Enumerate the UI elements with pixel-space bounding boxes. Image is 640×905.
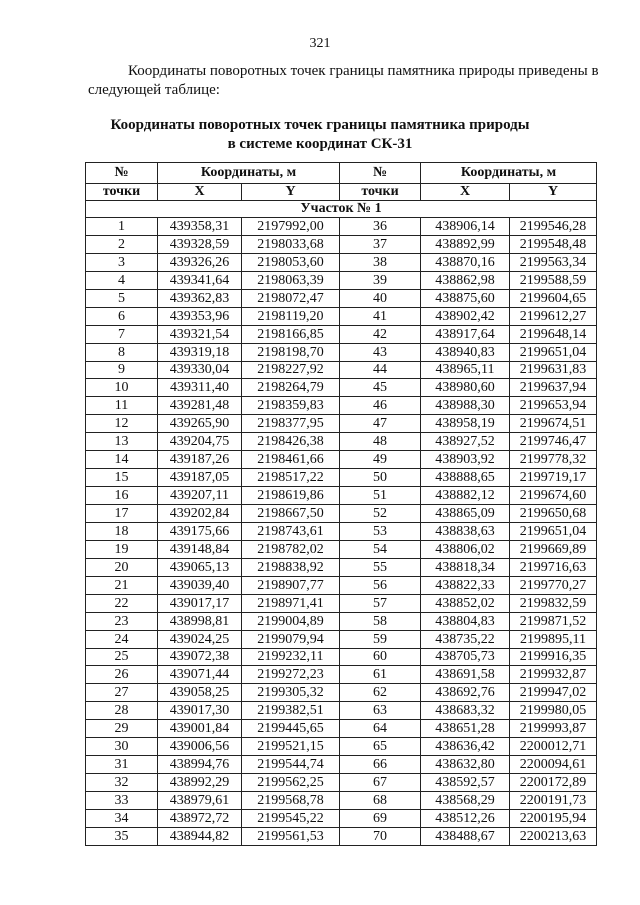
- y-left-cell: 2199445,65: [242, 720, 340, 738]
- y-left-cell: 2198033,68: [242, 235, 340, 253]
- x-left-cell: 438944,82: [158, 827, 242, 845]
- x-left-cell: 439362,83: [158, 289, 242, 307]
- y-right-cell: 2199932,87: [510, 666, 597, 684]
- point-no-left-cell: 8: [86, 343, 158, 361]
- point-no-right-cell: 50: [340, 469, 421, 487]
- table-row: [86, 505, 597, 523]
- point-no-right-cell: 70: [340, 827, 421, 845]
- y-left-cell: 2198063,39: [242, 271, 340, 289]
- table-row: [86, 361, 597, 379]
- x-left-cell: 438998,81: [158, 612, 242, 630]
- header-no-left: №: [86, 163, 158, 184]
- table-row: [86, 666, 597, 684]
- point-no-left-cell: 21: [86, 576, 158, 594]
- table-row: [86, 612, 597, 630]
- y-left-cell: 2199232,11: [242, 648, 340, 666]
- x-right-cell: 438988,30: [421, 397, 510, 415]
- y-left-cell: 2199305,32: [242, 684, 340, 702]
- point-no-left-cell: 7: [86, 325, 158, 343]
- header-no-right: №: [340, 163, 421, 184]
- point-no-left-cell: 11: [86, 397, 158, 415]
- y-left-cell: 2199544,74: [242, 756, 340, 774]
- point-no-left-cell: 1: [86, 218, 158, 236]
- x-left-cell: 439202,84: [158, 505, 242, 523]
- x-left-cell: 439071,44: [158, 666, 242, 684]
- y-right-cell: 2200012,71: [510, 738, 597, 756]
- x-left-cell: 439358,31: [158, 218, 242, 236]
- point-no-right-cell: 38: [340, 253, 421, 271]
- point-no-left-cell: 3: [86, 253, 158, 271]
- x-right-cell: 438806,02: [421, 540, 510, 558]
- point-no-left-cell: 16: [86, 487, 158, 505]
- x-left-cell: 438979,61: [158, 792, 242, 810]
- coordinates-table: [85, 162, 597, 846]
- y-left-cell: 2198166,85: [242, 325, 340, 343]
- y-left-cell: 2199272,23: [242, 666, 340, 684]
- x-left-cell: 439072,38: [158, 648, 242, 666]
- y-right-cell: 2199648,14: [510, 325, 597, 343]
- y-left-cell: 2198667,50: [242, 505, 340, 523]
- table-row: [86, 487, 597, 505]
- x-left-cell: 439175,66: [158, 522, 242, 540]
- x-right-cell: 438691,58: [421, 666, 510, 684]
- x-right-cell: 438735,22: [421, 630, 510, 648]
- y-left-cell: 2198971,41: [242, 594, 340, 612]
- table-row: [86, 397, 597, 415]
- y-right-cell: 2199719,17: [510, 469, 597, 487]
- point-no-left-cell: 28: [86, 702, 158, 720]
- x-left-cell: 439326,26: [158, 253, 242, 271]
- point-no-right-cell: 45: [340, 379, 421, 397]
- table-row: [86, 271, 597, 289]
- x-right-cell: 438592,57: [421, 774, 510, 792]
- point-no-left-cell: 35: [86, 827, 158, 845]
- x-right-cell: 438902,42: [421, 307, 510, 325]
- point-no-right-cell: 37: [340, 235, 421, 253]
- point-no-right-cell: 65: [340, 738, 421, 756]
- point-no-left-cell: 9: [86, 361, 158, 379]
- y-right-cell: 2199746,47: [510, 433, 597, 451]
- header-y-right: Y: [510, 184, 597, 201]
- point-no-left-cell: 30: [86, 738, 158, 756]
- point-no-left-cell: 4: [86, 271, 158, 289]
- table-row: [86, 774, 597, 792]
- point-no-right-cell: 40: [340, 289, 421, 307]
- point-no-right-cell: 69: [340, 809, 421, 827]
- point-no-left-cell: 2: [86, 235, 158, 253]
- x-right-cell: 438632,80: [421, 756, 510, 774]
- point-no-right-cell: 59: [340, 630, 421, 648]
- point-no-right-cell: 49: [340, 451, 421, 469]
- point-no-left-cell: 27: [86, 684, 158, 702]
- point-no-right-cell: 67: [340, 774, 421, 792]
- x-right-cell: 438870,16: [421, 253, 510, 271]
- table-row: [86, 522, 597, 540]
- y-right-cell: 2199916,35: [510, 648, 597, 666]
- x-left-cell: 439319,18: [158, 343, 242, 361]
- x-left-cell: 439039,40: [158, 576, 242, 594]
- x-left-cell: 439207,11: [158, 487, 242, 505]
- point-no-right-cell: 44: [340, 361, 421, 379]
- point-no-right-cell: 39: [340, 271, 421, 289]
- x-left-cell: 438994,76: [158, 756, 242, 774]
- header-x-left: X: [158, 184, 242, 201]
- point-no-right-cell: 48: [340, 433, 421, 451]
- x-left-cell: 439024,25: [158, 630, 242, 648]
- x-right-cell: 438818,34: [421, 558, 510, 576]
- y-right-cell: 2200195,94: [510, 809, 597, 827]
- x-left-cell: 439058,25: [158, 684, 242, 702]
- point-no-left-cell: 19: [86, 540, 158, 558]
- point-no-left-cell: 13: [86, 433, 158, 451]
- table-title: [0, 116, 640, 154]
- point-no-left-cell: 6: [86, 307, 158, 325]
- x-right-cell: 438927,52: [421, 433, 510, 451]
- x-left-cell: 439204,75: [158, 433, 242, 451]
- point-no-left-cell: 25: [86, 648, 158, 666]
- point-no-right-cell: 68: [340, 792, 421, 810]
- point-no-right-cell: 47: [340, 415, 421, 433]
- y-right-cell: 2199871,52: [510, 612, 597, 630]
- table-row: [86, 720, 597, 738]
- x-right-cell: 438917,64: [421, 325, 510, 343]
- y-left-cell: 2199079,94: [242, 630, 340, 648]
- y-right-cell: 2199674,60: [510, 487, 597, 505]
- table-row: [86, 684, 597, 702]
- x-right-cell: 438512,26: [421, 809, 510, 827]
- point-no-right-cell: 57: [340, 594, 421, 612]
- table-row: [86, 218, 597, 236]
- y-right-cell: 2199674,51: [510, 415, 597, 433]
- table-row: [86, 648, 597, 666]
- y-left-cell: 2198782,02: [242, 540, 340, 558]
- x-right-cell: 438965,11: [421, 361, 510, 379]
- x-right-cell: 438838,63: [421, 522, 510, 540]
- section-heading: Участок № 1: [86, 201, 597, 218]
- x-right-cell: 438875,60: [421, 289, 510, 307]
- header-point-right: точки: [340, 184, 421, 201]
- point-no-left-cell: 29: [86, 720, 158, 738]
- point-no-left-cell: 5: [86, 289, 158, 307]
- y-right-cell: 2199778,32: [510, 451, 597, 469]
- x-left-cell: 439187,05: [158, 469, 242, 487]
- y-right-cell: 2199546,28: [510, 218, 597, 236]
- x-right-cell: 438958,19: [421, 415, 510, 433]
- y-left-cell: 2198198,70: [242, 343, 340, 361]
- table-row: [86, 253, 597, 271]
- table-row: [86, 379, 597, 397]
- table-row: [86, 792, 597, 810]
- x-right-cell: 438651,28: [421, 720, 510, 738]
- x-right-cell: 438822,33: [421, 576, 510, 594]
- y-left-cell: 2197992,00: [242, 218, 340, 236]
- y-right-cell: 2199770,27: [510, 576, 597, 594]
- y-right-cell: 2200094,61: [510, 756, 597, 774]
- y-left-cell: 2198461,66: [242, 451, 340, 469]
- x-left-cell: 439065,13: [158, 558, 242, 576]
- y-right-cell: 2199651,04: [510, 343, 597, 361]
- y-right-cell: 2199895,11: [510, 630, 597, 648]
- y-right-cell: 2199650,68: [510, 505, 597, 523]
- y-right-cell: 2199832,59: [510, 594, 597, 612]
- point-no-left-cell: 32: [86, 774, 158, 792]
- x-right-cell: 438636,42: [421, 738, 510, 756]
- point-no-right-cell: 61: [340, 666, 421, 684]
- y-right-cell: 2199563,34: [510, 253, 597, 271]
- y-right-cell: 2199980,05: [510, 702, 597, 720]
- point-no-right-cell: 51: [340, 487, 421, 505]
- header-point-left: точки: [86, 184, 158, 201]
- x-left-cell: 439341,64: [158, 271, 242, 289]
- x-right-cell: 438488,67: [421, 827, 510, 845]
- y-right-cell: 2199947,02: [510, 684, 597, 702]
- x-left-cell: 439001,84: [158, 720, 242, 738]
- point-no-left-cell: 26: [86, 666, 158, 684]
- table-row: [86, 307, 597, 325]
- point-no-right-cell: 53: [340, 522, 421, 540]
- x-right-cell: 438804,83: [421, 612, 510, 630]
- y-right-cell: 2200172,89: [510, 774, 597, 792]
- y-left-cell: 2198907,77: [242, 576, 340, 594]
- y-right-cell: 2199631,83: [510, 361, 597, 379]
- y-right-cell: 2199669,89: [510, 540, 597, 558]
- point-no-left-cell: 22: [86, 594, 158, 612]
- table-row: [86, 289, 597, 307]
- x-left-cell: 439006,56: [158, 738, 242, 756]
- table-row: [86, 325, 597, 343]
- x-right-cell: 438683,32: [421, 702, 510, 720]
- y-left-cell: 2199004,89: [242, 612, 340, 630]
- y-right-cell: 2199651,04: [510, 522, 597, 540]
- y-left-cell: 2198426,38: [242, 433, 340, 451]
- header-y-left: Y: [242, 184, 340, 201]
- y-left-cell: 2198517,22: [242, 469, 340, 487]
- table-row: [86, 235, 597, 253]
- point-no-right-cell: 66: [340, 756, 421, 774]
- x-right-cell: 438888,65: [421, 469, 510, 487]
- point-no-right-cell: 42: [340, 325, 421, 343]
- y-left-cell: 2199562,25: [242, 774, 340, 792]
- x-right-cell: 438862,98: [421, 271, 510, 289]
- point-no-right-cell: 55: [340, 558, 421, 576]
- x-right-cell: 438903,92: [421, 451, 510, 469]
- table-row: [86, 415, 597, 433]
- point-no-right-cell: 43: [340, 343, 421, 361]
- point-no-right-cell: 41: [340, 307, 421, 325]
- x-right-cell: 438692,76: [421, 684, 510, 702]
- y-right-cell: 2199612,27: [510, 307, 597, 325]
- table-row: [86, 540, 597, 558]
- x-left-cell: 439321,54: [158, 325, 242, 343]
- x-left-cell: 439187,26: [158, 451, 242, 469]
- header-coords-right: Координаты, м: [421, 163, 597, 184]
- x-left-cell: 439311,40: [158, 379, 242, 397]
- point-no-left-cell: 12: [86, 415, 158, 433]
- point-no-left-cell: 20: [86, 558, 158, 576]
- x-left-cell: 439265,90: [158, 415, 242, 433]
- point-no-left-cell: 23: [86, 612, 158, 630]
- y-right-cell: 2199548,48: [510, 235, 597, 253]
- header-coords-left: Координаты, м: [158, 163, 340, 184]
- table-row: [86, 433, 597, 451]
- y-right-cell: 2199993,87: [510, 720, 597, 738]
- y-left-cell: 2198053,60: [242, 253, 340, 271]
- table-title-line1: Координаты поворотных точек границы памятника природы: [110, 117, 530, 133]
- y-right-cell: 2199716,63: [510, 558, 597, 576]
- table-row: [86, 756, 597, 774]
- x-right-cell: 438865,09: [421, 505, 510, 523]
- point-no-left-cell: 14: [86, 451, 158, 469]
- point-no-left-cell: 10: [86, 379, 158, 397]
- x-left-cell: 439353,96: [158, 307, 242, 325]
- intro-paragraph: Координаты поворотных точек границы памятника природы приведены в следующей таблице:: [88, 63, 599, 98]
- y-right-cell: 2199637,94: [510, 379, 597, 397]
- table-row: [86, 343, 597, 361]
- page-number: 321: [309, 36, 331, 51]
- table-row: [86, 738, 597, 756]
- y-left-cell: 2198227,92: [242, 361, 340, 379]
- table-row: [86, 469, 597, 487]
- x-left-cell: 439330,04: [158, 361, 242, 379]
- x-left-cell: 438972,72: [158, 809, 242, 827]
- point-no-right-cell: 54: [340, 540, 421, 558]
- x-left-cell: 439281,48: [158, 397, 242, 415]
- y-left-cell: 2198743,61: [242, 522, 340, 540]
- point-no-left-cell: 18: [86, 522, 158, 540]
- point-no-left-cell: 31: [86, 756, 158, 774]
- y-left-cell: 2198264,79: [242, 379, 340, 397]
- table-row: [86, 702, 597, 720]
- table-title-line2: в системе координат СК-31: [227, 136, 413, 152]
- table-row: [86, 451, 597, 469]
- y-left-cell: 2198377,95: [242, 415, 340, 433]
- y-right-cell: 2199588,59: [510, 271, 597, 289]
- y-left-cell: 2199382,51: [242, 702, 340, 720]
- y-left-cell: 2198359,83: [242, 397, 340, 415]
- y-left-cell: 2199521,15: [242, 738, 340, 756]
- header-x-right: X: [421, 184, 510, 201]
- point-no-left-cell: 17: [86, 505, 158, 523]
- point-no-left-cell: 33: [86, 792, 158, 810]
- table-row: [86, 576, 597, 594]
- x-left-cell: 439017,30: [158, 702, 242, 720]
- point-no-left-cell: 34: [86, 809, 158, 827]
- x-right-cell: 438705,73: [421, 648, 510, 666]
- point-no-right-cell: 60: [340, 648, 421, 666]
- point-no-right-cell: 63: [340, 702, 421, 720]
- table-row: [86, 827, 597, 845]
- y-left-cell: 2199568,78: [242, 792, 340, 810]
- y-left-cell: 2198619,86: [242, 487, 340, 505]
- x-right-cell: 438940,83: [421, 343, 510, 361]
- x-left-cell: 438992,29: [158, 774, 242, 792]
- y-right-cell: 2199653,94: [510, 397, 597, 415]
- table-row: [86, 809, 597, 827]
- point-no-left-cell: 15: [86, 469, 158, 487]
- x-right-cell: 438568,29: [421, 792, 510, 810]
- x-right-cell: 438980,60: [421, 379, 510, 397]
- table-row: [86, 594, 597, 612]
- point-no-right-cell: 64: [340, 720, 421, 738]
- y-left-cell: 2198072,47: [242, 289, 340, 307]
- y-left-cell: 2199545,22: [242, 809, 340, 827]
- y-left-cell: 2199561,53: [242, 827, 340, 845]
- y-right-cell: 2200191,73: [510, 792, 597, 810]
- x-left-cell: 439328,59: [158, 235, 242, 253]
- y-left-cell: 2198838,92: [242, 558, 340, 576]
- y-left-cell: 2198119,20: [242, 307, 340, 325]
- point-no-right-cell: 36: [340, 218, 421, 236]
- y-right-cell: 2199604,65: [510, 289, 597, 307]
- x-right-cell: 438892,99: [421, 235, 510, 253]
- x-right-cell: 438852,02: [421, 594, 510, 612]
- table-row: [86, 558, 597, 576]
- point-no-right-cell: 62: [340, 684, 421, 702]
- table-row: [86, 630, 597, 648]
- y-right-cell: 2200213,63: [510, 827, 597, 845]
- x-left-cell: 439017,17: [158, 594, 242, 612]
- point-no-right-cell: 58: [340, 612, 421, 630]
- point-no-left-cell: 24: [86, 630, 158, 648]
- x-right-cell: 438882,12: [421, 487, 510, 505]
- point-no-right-cell: 46: [340, 397, 421, 415]
- point-no-right-cell: 52: [340, 505, 421, 523]
- x-right-cell: 438906,14: [421, 218, 510, 236]
- point-no-right-cell: 56: [340, 576, 421, 594]
- x-left-cell: 439148,84: [158, 540, 242, 558]
